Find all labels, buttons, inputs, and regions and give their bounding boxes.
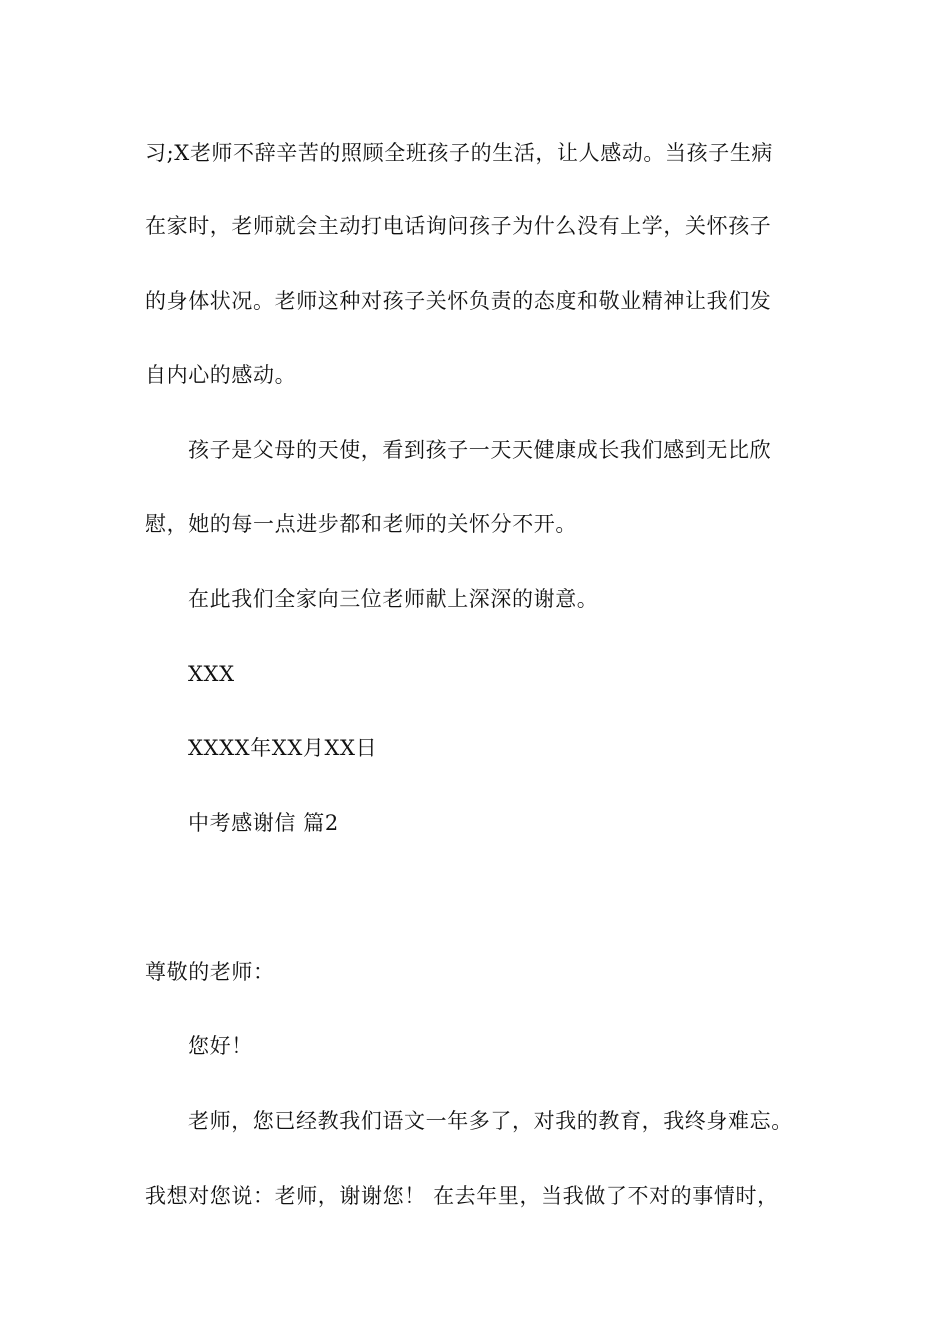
paragraph-line: 的身体状况。老师这种对孩子关怀负责的态度和敬业精神让我们发 bbox=[145, 289, 772, 313]
paragraph-line: 在家时，老师就会主动打电话询问孩子为什么没有上学，关怀孩子 bbox=[145, 214, 772, 238]
signature-name: XXX bbox=[188, 662, 235, 686]
greeting: 您好！ bbox=[188, 1034, 253, 1058]
section-heading: 中考感谢信 篇2 bbox=[188, 811, 339, 835]
paragraph-line: 自内心的感动。 bbox=[145, 363, 297, 387]
paragraph-line: 老师，您已经教我们语文一年多了，对我的教育，我终身难忘。 bbox=[188, 1109, 793, 1133]
paragraph-line: 习;X老师不辞辛苦的照顾全班孩子的生活，让人感动。当孩子生病 bbox=[145, 141, 774, 165]
paragraph-line: 在此我们全家向三位老师献上深深的谢意。 bbox=[188, 587, 599, 611]
paragraph-line: 慰，她的每一点进步都和老师的关怀分不开。 bbox=[145, 512, 577, 536]
salutation: 尊敬的老师： bbox=[145, 960, 275, 984]
signature-date: XXXX年XX月XX日 bbox=[188, 736, 378, 760]
paragraph-line: 我想对您说：老师，谢谢您！ 在去年里，当我做了不对的事情时， bbox=[145, 1184, 779, 1208]
paragraph-line: 孩子是父母的天使，看到孩子一天天健康成长我们感到无比欣 bbox=[188, 438, 772, 462]
